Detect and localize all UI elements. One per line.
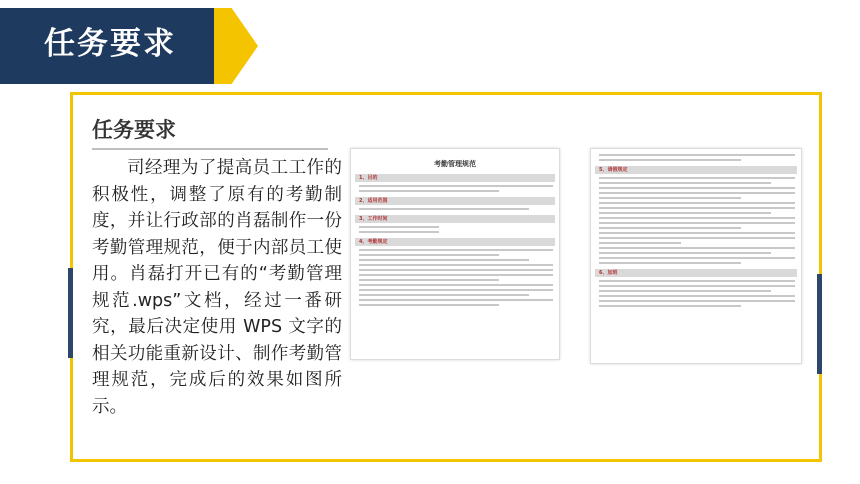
right-accent-bar — [817, 274, 822, 374]
document-title: 考勤管理规范 — [434, 160, 476, 168]
header-banner — [0, 8, 300, 84]
doc-heading: 3、工作时间 — [355, 215, 555, 223]
banner-arrow-accent — [214, 8, 258, 84]
doc-heading: 4、考勤规定 — [355, 238, 555, 246]
page-title: 任务要求 — [44, 26, 176, 62]
task-description: 司经理为了提高员工工作的积极性，调整了原有的考勤制度，并让行政部的肖磊制作一份考勤管理规范，便于内部员工使用。肖磊打开已有的“考勤管理规范.wps”文档，经过一番研究，最后决定使用 WPS 文字的相关功能重新设计、制作考勤管理规范，完成后的效果如图所示。 — [92, 158, 342, 417]
document-preview-page-2 — [590, 148, 802, 364]
section-divider — [92, 148, 328, 150]
section-heading: 任务要求 — [92, 118, 176, 142]
doc-heading: 2、适用范围 — [355, 197, 555, 205]
doc-heading: 1、目的 — [355, 174, 555, 182]
doc-heading: 6、加班 — [595, 269, 797, 277]
left-accent-bar — [68, 268, 73, 358]
doc-heading: 5、请假规定 — [595, 166, 797, 174]
document-preview-page-1 — [350, 148, 560, 360]
